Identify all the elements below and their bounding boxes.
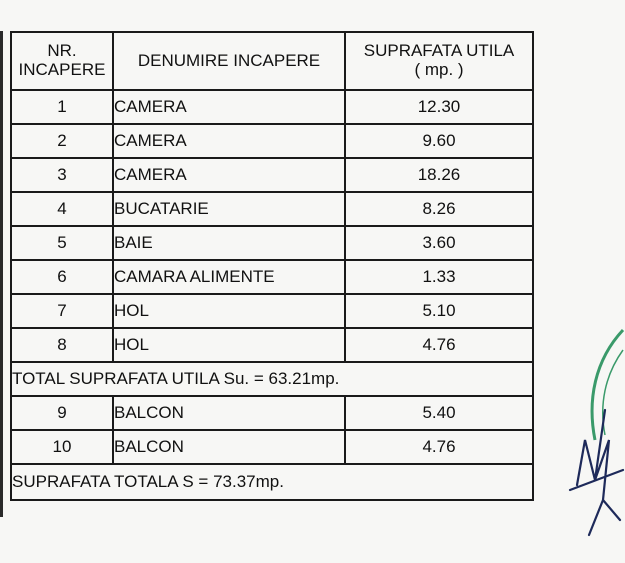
room-number: 8: [11, 328, 113, 362]
room-name: BUCATARIE: [113, 192, 345, 226]
room-area: 18.26: [345, 158, 533, 192]
room-name: HOL: [113, 294, 345, 328]
table-row: [11, 158, 533, 192]
room-name: CAMERA: [113, 158, 345, 192]
table-row: [11, 430, 533, 464]
signature-mark: [570, 410, 623, 535]
total-useful-area-row: [11, 362, 533, 396]
room-name: BALCON: [113, 396, 345, 430]
room-number: 1: [11, 90, 113, 124]
room-area: 1.33: [345, 260, 533, 294]
table-row: [11, 294, 533, 328]
room-area: 4.76: [345, 430, 533, 464]
stamp-arc: [592, 330, 623, 440]
table-header-row: [11, 32, 533, 90]
room-number: 9: [11, 396, 113, 430]
room-number: 2: [11, 124, 113, 158]
table-row: [11, 226, 533, 260]
total-area: SUPRAFATA TOTALA S = 73.37mp.: [11, 464, 533, 500]
rooms-area-table: [10, 31, 534, 501]
header-room-number-line1: NR.: [47, 41, 77, 61]
room-name: CAMERA: [113, 124, 345, 158]
stamp-and-signature: [565, 320, 625, 550]
room-name: HOL: [113, 328, 345, 362]
header-room-number-line2: INCAPERE: [18, 60, 106, 79]
room-area: 3.60: [345, 226, 533, 260]
header-useful-area-line1: SUPRAFATA UTILA: [363, 41, 515, 61]
table-row: [11, 192, 533, 226]
room-name: CAMERA: [113, 90, 345, 124]
table-row: [11, 260, 533, 294]
table-row: [11, 124, 533, 158]
table-row: [11, 90, 533, 124]
room-area: 9.60: [345, 124, 533, 158]
total-area-row: [11, 464, 533, 500]
room-area: 8.26: [345, 192, 533, 226]
room-number: 4: [11, 192, 113, 226]
header-room-number: [11, 32, 113, 90]
room-area: 12.30: [345, 90, 533, 124]
left-border-fragment: [0, 31, 3, 517]
room-number: 7: [11, 294, 113, 328]
table-row: [11, 396, 533, 430]
room-area: 5.40: [345, 396, 533, 430]
room-name: BAIE: [113, 226, 345, 260]
header-room-name: DENUMIRE INCAPERE: [113, 32, 345, 90]
table-row: [11, 328, 533, 362]
room-number: 3: [11, 158, 113, 192]
header-useful-area-line2: ( mp. ): [414, 60, 464, 79]
stamp-arc-inner: [603, 350, 623, 435]
header-useful-area: [345, 32, 533, 90]
room-name: BALCON: [113, 430, 345, 464]
rooms-table-wrapper: [10, 31, 532, 501]
room-number: 10: [11, 430, 113, 464]
room-number: 5: [11, 226, 113, 260]
room-area: 5.10: [345, 294, 533, 328]
room-number: 6: [11, 260, 113, 294]
room-name: CAMARA ALIMENTE: [113, 260, 345, 294]
room-area: 4.76: [345, 328, 533, 362]
total-useful-area: TOTAL SUPRAFATA UTILA Su. = 63.21mp.: [11, 362, 533, 396]
